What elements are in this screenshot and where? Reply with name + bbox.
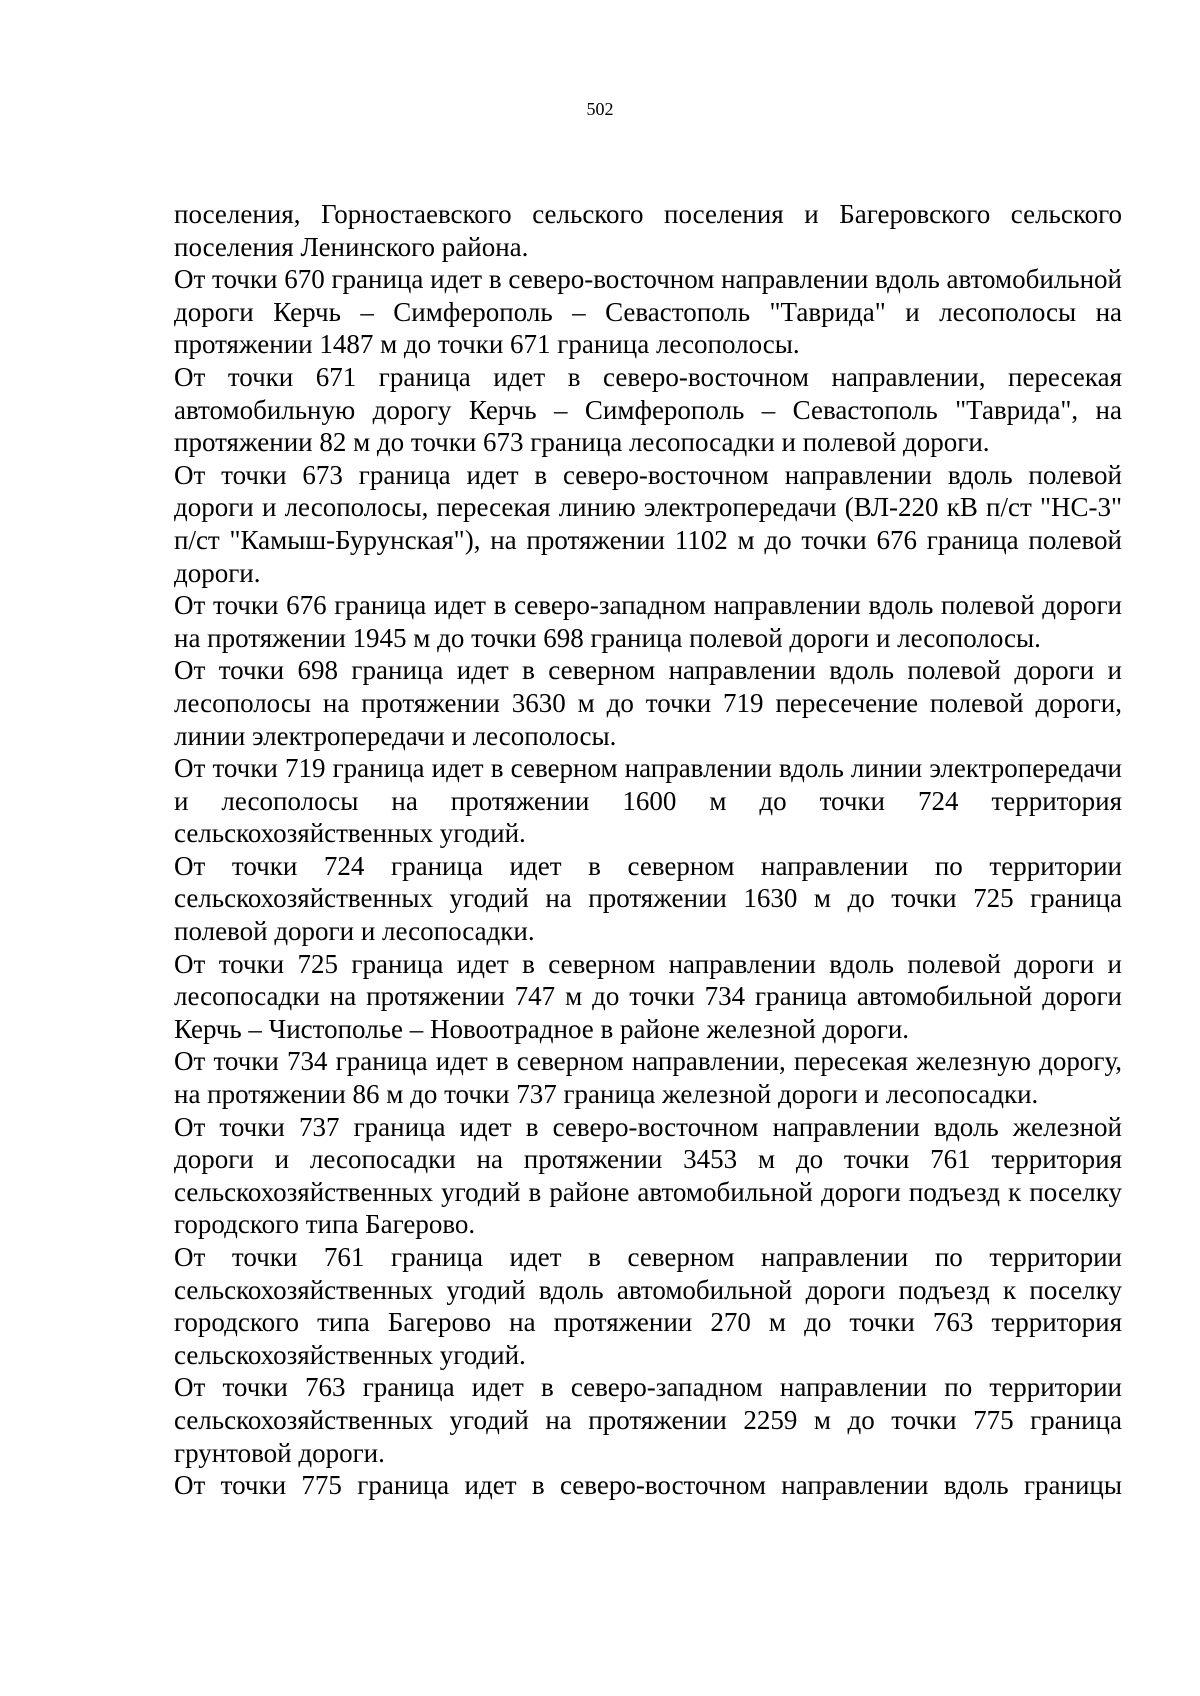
paragraph: От точки 725 граница идет в северном направлении вдоль полевой дороги и лесопосадки на протяжении 747 м до точки 734 граница автомобильной дороги Керчь – Чистополье – Новоотрадное в районе железной дороги. bbox=[174, 948, 1122, 1044]
document-body bbox=[174, 198, 1122, 1502]
page-number: 502 bbox=[586, 99, 614, 119]
paragraph: От точки 719 граница идет в северном направлении вдоль линии электропередачи и лесополосы на протяжении 1600 м до точки 724 территория сельскохозяйственных угодий. bbox=[174, 753, 1122, 849]
paragraph: поселения, Горностаевского сельского поселения и Багеровского сельского поселения Ленинского района. bbox=[174, 199, 1122, 262]
paragraph: От точки 761 граница идет в северном направлении по территории сельскохозяйственных угодий вдоль автомобильной дороги подъезд к поселку городского типа Багерово на протяжении 270 м до точки 763 территория сельскохозяйственных угодий. bbox=[174, 1242, 1122, 1370]
paragraph-last: От точки 775 граница идет в северо-восточном направлении вдоль границы bbox=[174, 1470, 1122, 1501]
paragraph: От точки 734 граница идет в северном направлении, пересекая железную дорогу, на протяжении 86 м до точки 737 граница железной дороги и лесопосадки. bbox=[174, 1046, 1122, 1110]
paragraph: От точки 763 граница идет в северо-западном направлении по территории сельскохозяйственных угодий на протяжении 2259 м до точки 775 граница грунтовой дороги. bbox=[174, 1372, 1122, 1468]
paragraph: От точки 724 граница идет в северном направлении по территории сельскохозяйственных угодий на протяжении 1630 м до точки 725 граница полевой дороги и лесопосадки. bbox=[174, 850, 1122, 947]
paragraph: От точки 698 граница идет в северном направлении вдоль полевой дороги и лесополосы на протяжении 3630 м до точки 719 пересечение полевой дороги, линии электропередачи и лесополосы. bbox=[174, 655, 1122, 751]
paragraph: От точки 673 граница идет в северо-восточном направлении вдоль полевой дороги и лесополосы, пересекая линию электропередачи (ВЛ-220 кВ п/ст "НС-3" п/ст "Камыш-Бурунская"), на протяжении 1102 м до точки 676 граница полевой дороги. bbox=[174, 459, 1122, 588]
paragraph: От точки 670 граница идет в северо-восточном направлении вдоль автомобильной дороги Керчь – Симферополь – Севастополь "Таврида" и лесополосы на протяжении 1487 м до точки 671 граница лесополосы. bbox=[174, 264, 1122, 360]
paragraph: От точки 671 граница идет в северо-восточном направлении, пересекая автомобильную дорогу Керчь – Симферополь – Севастополь "Таврида", на протяжении 82 м до точки 673 граница лесопосадки и полевой дороги. bbox=[174, 361, 1122, 458]
paragraph: От точки 737 граница идет в северо-восточном направлении вдоль железной дороги и лесопосадки на протяжении 3453 м до точки 761 территория сельскохозяйственных угодий в районе автомобильной дороги подъезд к поселку городского типа Багерово. bbox=[174, 1111, 1122, 1240]
paragraph: От точки 676 граница идет в северо-западном направлении вдоль полевой дороги на протяжении 1945 м до точки 698 граница полевой дороги и лесополосы. bbox=[174, 590, 1122, 653]
